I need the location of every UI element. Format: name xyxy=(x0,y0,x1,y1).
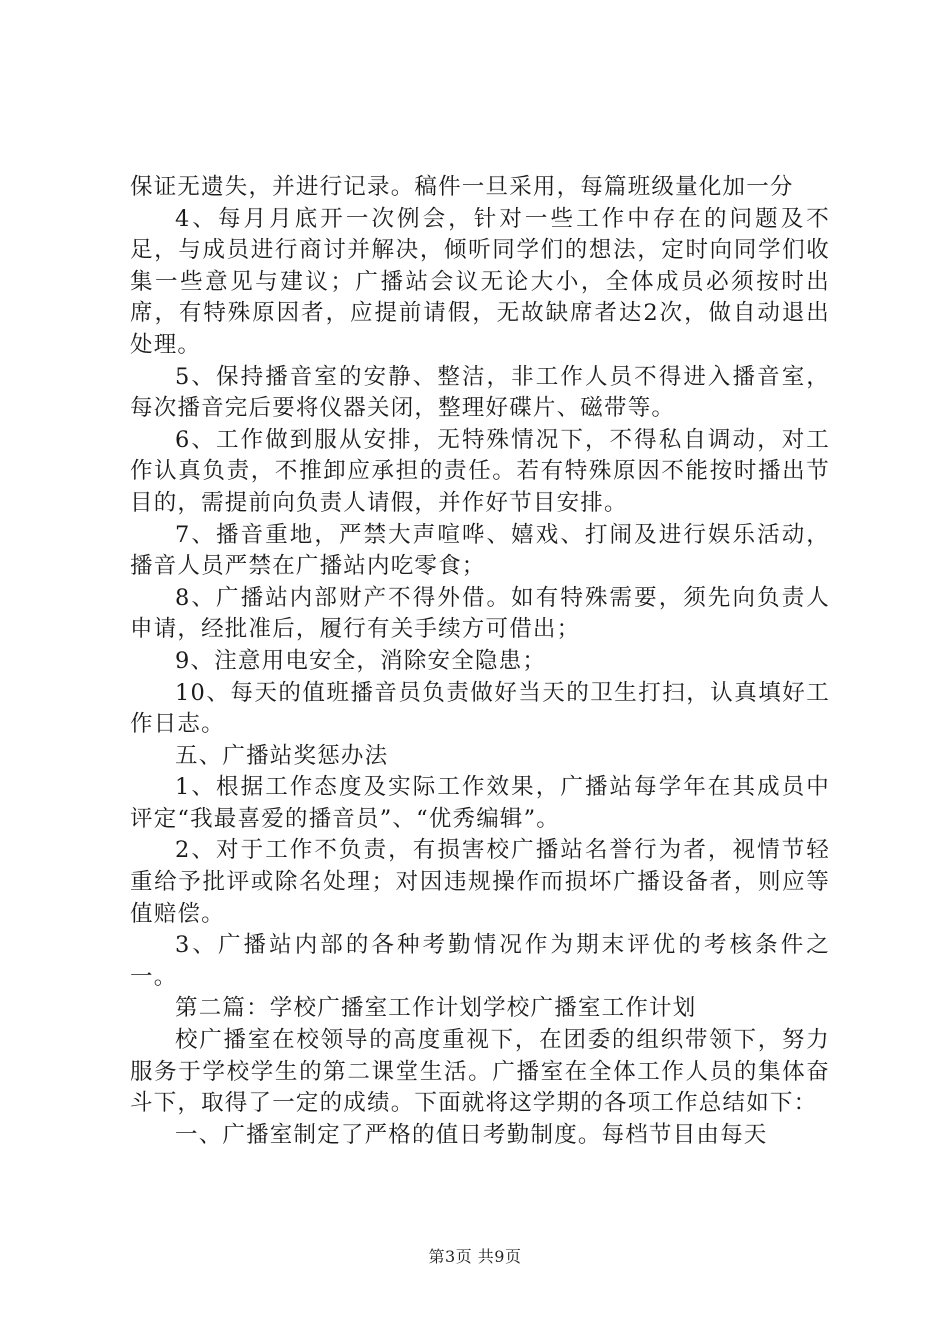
page-number-footer: 第3页 共9页 xyxy=(428,1247,522,1266)
paragraph-rule-6: 6、工作做到服从安排，无特殊情况下，不得私自调动，对工作认真负责，不推卸应承担的责任。若有特殊原因不能按时播出节目的，需提前向负责人请假，并作好节目安排。 xyxy=(130,426,830,516)
paragraph-continuation: 保证无遗失，并进行记录。稿件一旦采用，每篇班级量化加一分 xyxy=(130,174,794,200)
paragraph-rule-9: 9、注意用电安全，消除安全隐患； xyxy=(175,647,547,674)
paragraph-rule-4: 4、每月月底开一次例会，针对一些工作中存在的问题及不足，与成员进行商讨并解决，倾听同学们的想法，定时向同学们收集一些意见与建议；广播站会议无论大小，全体成员必须按时出席，有特殊原因者，应提前请假，无故缺席者达2次，做自动退出处理。 xyxy=(130,205,830,358)
paragraph-rule-10: 10、每天的值班播音员负责做好当天的卫生打扫，认真填好工作日志。 xyxy=(130,679,830,738)
paragraph-intro: 校广播室在校领导的高度重视下，在团委的组织带领下，努力服务于学校学生的第二课堂生活。广播室在全体工作人员的集体奋斗下，取得了一定的成绩。下面就将这学期的各项工作总结如下： xyxy=(130,1027,830,1117)
paragraph-rule-5: 5、保持播音室的安静、整洁，非工作人员不得进入播音室，每次播音完后要将仪器关闭，整理好碟片、磁带等。 xyxy=(130,363,830,422)
paragraph-reward-2: 2、对于工作不负责，有损害校广播站名誉行为者，视情节轻重给予批评或除名处理；对因违规操作而损坏广播设备者，则应等值赔偿。 xyxy=(130,837,830,927)
paragraph-item-1: 一、广播室制定了严格的值日考勤制度。每档节目由每天 xyxy=(175,1121,768,1148)
paragraph-reward-3: 3、广播站内部的各种考勤情况作为期末评优的考核条件之一。 xyxy=(130,932,830,990)
paragraph-rule-8: 8、广播站内部财产不得外借。如有特殊需要，须先向负责人申请，经批准后，履行有关手续方可借出； xyxy=(130,584,830,643)
section-heading-rewards: 五、广播站奖惩办法 xyxy=(175,742,389,769)
paragraph-rule-7: 7、播音重地，严禁大声喧哗、嬉戏、打闹及进行娱乐活动，播音人员严禁在广播站内吃零食； xyxy=(130,521,830,580)
paragraph-reward-1: 1、根据工作态度及实际工作效果，广播站每学年在其成员中评定“我最喜爱的播音员”、“优秀编辑”。 xyxy=(130,774,830,832)
document-body xyxy=(130,172,830,1151)
chapter-heading-part-two: 第二篇：学校广播室工作计划学校广播室工作计划 xyxy=(175,995,697,1022)
